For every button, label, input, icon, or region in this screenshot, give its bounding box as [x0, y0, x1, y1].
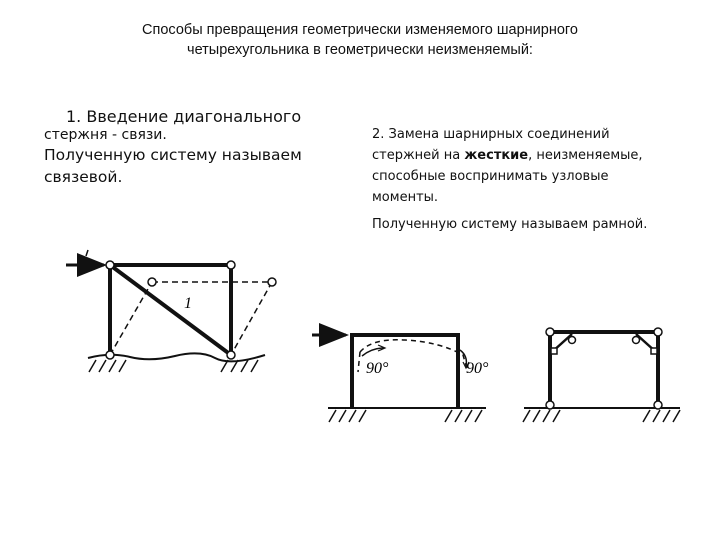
- ground-middle-hatch: [329, 410, 482, 422]
- method-1-line-2: стержня - связи.: [44, 127, 167, 143]
- ground-right-hatch: [523, 410, 680, 422]
- corner-gussets: [552, 334, 656, 352]
- angle-label-left: 90°: [366, 360, 389, 377]
- method-1-line-3: Полученную систему называем: [44, 146, 302, 164]
- method-2-line-4: моменты.: [372, 190, 439, 205]
- load-tick: [86, 250, 88, 256]
- rigid-frame-diagram: [312, 335, 489, 422]
- rigid-joint-frame-diagram: [523, 328, 680, 422]
- title-line-2: четырехугольника в геометрически неизменяемый:: [187, 42, 533, 58]
- method-2-line-2-end: , неизменяемые,: [528, 148, 643, 163]
- method-2-line-1: 2. Замена шарнирных соединений: [372, 127, 610, 142]
- diagonal-brace: [110, 265, 231, 355]
- method-2-bold-word: жесткие: [464, 148, 529, 163]
- angle-label-right: 90°: [466, 360, 489, 377]
- brace-label: 1: [184, 295, 192, 312]
- method-2-line-3: способные воспринимать узловые: [372, 169, 609, 184]
- method-2-line-5: Полученную систему называем рамной.: [372, 217, 648, 232]
- title-line-1: Способы превращения геометрически изменяемого шарнирного: [142, 22, 578, 38]
- method-1-line-4: связевой.: [44, 168, 123, 186]
- method-2-line-2-start: стержней на: [372, 148, 465, 163]
- braced-frame-diagram: [66, 250, 276, 372]
- method-1-heading: 1. Введение диагонального: [66, 107, 302, 126]
- deformed-shape: [110, 282, 272, 355]
